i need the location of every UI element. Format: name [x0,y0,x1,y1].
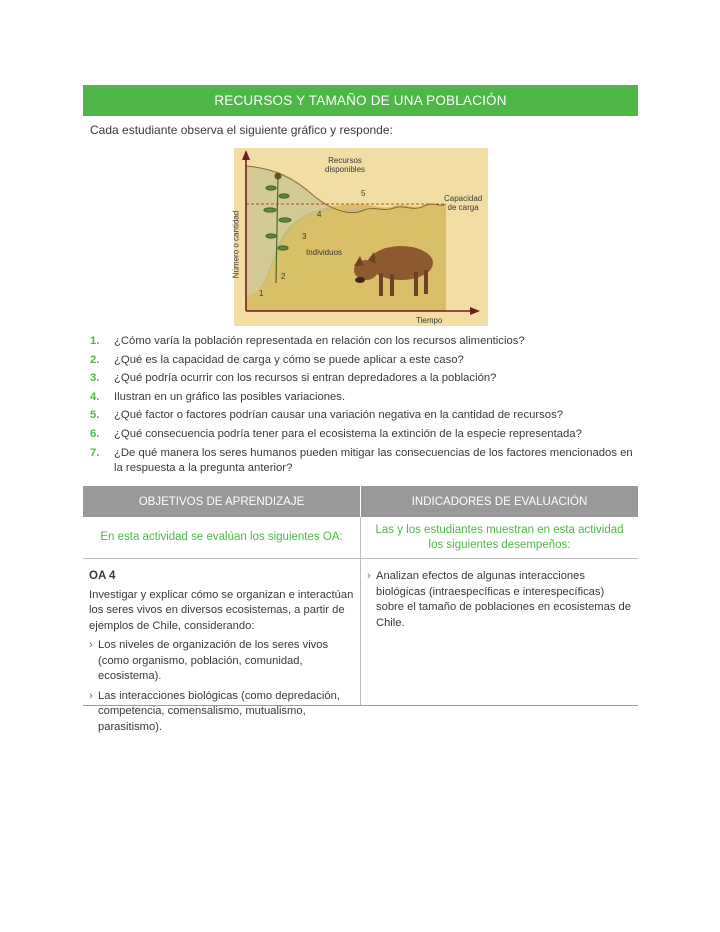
col-header-objetivos: OBJETIVOS DE APRENDIZAJE [83,486,361,517]
capacity-label-line1: Capacidad [444,194,483,203]
list-item [90,334,635,349]
table-subheader [83,517,638,559]
question-text: ¿Qué podría ocurrir con los recursos si entran depredadores a la población? [114,372,497,385]
indicator-text: Analizan efectos de algunas interacciones biológicas (intraespecíficas e interespecíficas) sobre el tamaño de poblaciones en ecosistemas de Chile. [376,570,631,629]
bullet-chevron-icon: › [89,689,93,702]
evaluation-table [83,486,638,733]
figure-labels [231,148,488,326]
col-sub-indicadores: Las y los estudiantes muestran en esta actividad los siguientes desempeños: [375,523,624,551]
objetivos-cell [83,559,361,733]
capacity-label [444,194,482,212]
question-text: ¿De qué manera los seres humanos pueden mitigar las consecuencias de los factores mencionados en la respuesta a la pregunta anterior? [114,446,633,474]
question-text: ¿Qué factor o factores podrían causar una variación negativa en la cantidad de recursos? [114,409,564,422]
question-list [90,334,635,479]
table-row [83,559,638,733]
intro-text: Cada estudiante observa el siguiente gráfico y responde: [90,123,393,137]
capacity-label-line2: de carga [447,203,479,212]
list-item [90,446,635,476]
bullet-chevron-icon: › [89,639,93,651]
question-text: Ilustran en un gráfico las posibles variaciones. [114,390,346,403]
table-header [83,486,638,517]
phase-label-4: 4 [317,210,322,219]
oa-title: OA 4 [89,570,116,582]
question-number: 2. [90,353,100,366]
indicadores-cell [361,559,638,705]
x-axis-label: Tiempo [416,316,443,325]
question-number: 4. [90,390,100,403]
y-axis-label: Número o cantidad [231,210,241,279]
list-item [89,689,354,736]
individuals-label: Individuos [306,248,343,257]
phase-label-2: 2 [281,272,286,281]
list-item [90,427,635,442]
list-item [89,638,354,685]
resources-label [325,156,365,174]
phase-label-1: 1 [259,289,264,298]
col-sub-objetivos: En esta actividad se evalúan los siguientes OA: [83,517,361,558]
resources-label-line1: Recursos [328,156,362,165]
list-item [90,371,635,386]
question-number: 5. [90,409,100,422]
list-item [90,390,635,405]
phase-label-5: 5 [361,189,366,198]
question-number: 1. [90,335,100,347]
question-text: ¿Cómo varía la población representada en relación con los recursos alimenticios? [114,335,525,347]
list-item [90,353,635,368]
col-header-indicadores: INDICADORES DE EVALUACIÓN [411,495,588,508]
oa-bullet-text: Las interacciones biológicas (como depredación, competencia, comensalismo, mutualismo, parasitismo). [98,689,340,733]
page-title: RECURSOS Y TAMAÑO DE UNA POBLACIÓN [83,85,638,116]
list-item [90,408,635,423]
phase-label-3: 3 [302,232,307,241]
bullet-chevron-icon: › [367,570,371,582]
question-text: ¿Qué consecuencia podría tener para el ecosistema la extinción de la especie representada? [114,427,582,440]
oa-text: Investigar y explicar cómo se organizan e interactúan los seres vivos en diversos ecosistemas, a partir de ejemplos de Chile, considerando: [89,588,354,632]
question-number: 7. [90,446,100,459]
resources-label-line2: disponibles [325,165,366,174]
question-text: ¿Qué es la capacidad de carga y cómo se puede aplicar a este caso? [114,353,464,366]
list-item [367,569,632,631]
oa-bullet-text: Los niveles de organización de los seres vivos (como organismo, población, comunidad, ecosistema). [98,639,329,682]
question-number: 6. [90,427,100,440]
question-number: 3. [90,372,100,385]
